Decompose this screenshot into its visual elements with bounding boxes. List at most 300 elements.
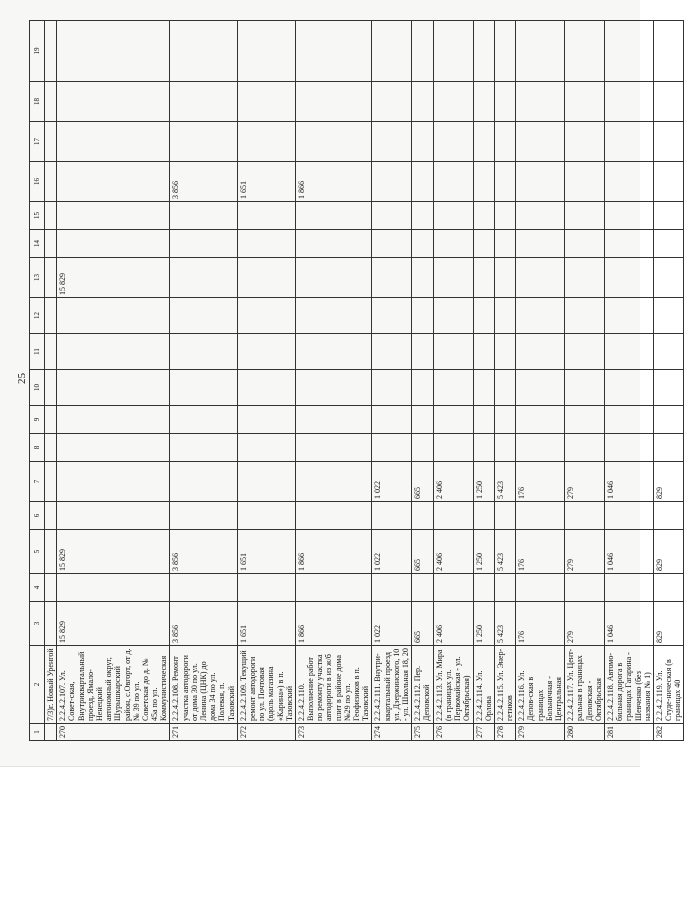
amount-cell xyxy=(516,21,565,82)
amount-cell xyxy=(57,122,170,162)
column-number-14: 14 xyxy=(30,230,45,258)
column-number-16: 16 xyxy=(30,162,45,202)
amount-cell: 1 022 xyxy=(372,602,412,646)
amount-cell xyxy=(45,298,57,334)
column-number-18: 18 xyxy=(30,82,45,122)
amount-cell xyxy=(604,230,653,258)
amount-cell xyxy=(516,122,565,162)
amount-cell xyxy=(604,162,653,202)
amount-cell: 15 829 xyxy=(57,258,170,298)
item-name-cell: 7/3)г. Новый Уренгой xyxy=(45,646,57,724)
amount-cell xyxy=(170,406,237,434)
amount-cell xyxy=(653,21,684,82)
amount-cell xyxy=(565,122,605,162)
amount-cell xyxy=(372,298,412,334)
amount-cell xyxy=(372,258,412,298)
amount-cell xyxy=(372,21,412,82)
column-number-6: 6 xyxy=(30,502,45,530)
table-row xyxy=(433,21,473,741)
amount-cell: 1 866 xyxy=(295,602,372,646)
amount-cell xyxy=(473,230,494,258)
column-number-15: 15 xyxy=(30,202,45,230)
amount-cell xyxy=(412,202,433,230)
amount-cell xyxy=(170,258,237,298)
amount-cell xyxy=(516,162,565,202)
item-name-cell: 2.2.4.2.112. Пер. Деповской xyxy=(412,646,433,724)
amount-cell xyxy=(494,298,515,334)
amount-cell xyxy=(473,406,494,434)
column-number-11: 11 xyxy=(30,334,45,370)
amount-cell xyxy=(433,21,473,82)
amount-cell xyxy=(372,502,412,530)
amount-cell xyxy=(295,502,372,530)
amount-cell xyxy=(494,230,515,258)
table-row xyxy=(57,21,170,741)
amount-cell: 665 xyxy=(412,602,433,646)
amount-cell xyxy=(295,258,372,298)
amount-cell xyxy=(57,82,170,122)
column-number-17: 17 xyxy=(30,122,45,162)
amount-cell xyxy=(473,574,494,602)
amount-cell xyxy=(433,502,473,530)
table-row xyxy=(604,21,653,741)
amount-cell xyxy=(516,258,565,298)
amount-cell xyxy=(412,298,433,334)
amount-cell xyxy=(653,202,684,230)
item-name-cell: 2.2.4.2.116. Ул. Депов-ская в границах Больничная - Центральная xyxy=(516,646,565,724)
amount-cell: 1 250 xyxy=(473,602,494,646)
amount-cell xyxy=(45,602,57,646)
amount-cell xyxy=(295,462,372,502)
amount-cell: 2 406 xyxy=(433,530,473,574)
amount-cell xyxy=(565,502,605,530)
amount-cell xyxy=(57,202,170,230)
amount-cell xyxy=(412,370,433,406)
amount-cell xyxy=(237,21,295,82)
amount-cell xyxy=(473,202,494,230)
item-name-cell: 2.2.4.2.113. Ул. Мира (в границах ул. Первомайская - ул. Октябрьская) xyxy=(433,646,473,724)
amount-cell xyxy=(237,406,295,434)
amount-cell xyxy=(565,334,605,370)
amount-cell xyxy=(170,574,237,602)
amount-cell: 1 046 xyxy=(604,530,653,574)
row-number-cell: 272 xyxy=(237,724,295,741)
amount-cell xyxy=(295,122,372,162)
amount-cell xyxy=(494,21,515,82)
amount-cell xyxy=(295,406,372,434)
amount-cell xyxy=(237,502,295,530)
amount-cell xyxy=(516,574,565,602)
amount-cell xyxy=(372,334,412,370)
amount-cell xyxy=(237,82,295,122)
amount-cell: 2 406 xyxy=(433,462,473,502)
item-name-cell: 2.2.4.2.109. Текущий ремонт автодороги по ул. Почтовая (вдоль магазина «Карина») в п. Тазовский xyxy=(237,646,295,724)
item-name-cell: 2.2.4.2.114. Ул. Орлова xyxy=(473,646,494,724)
row-number-cell: 274 xyxy=(372,724,412,741)
amount-cell xyxy=(170,230,237,258)
amount-cell xyxy=(473,162,494,202)
amount-cell xyxy=(494,82,515,122)
amount-cell xyxy=(494,406,515,434)
amount-cell xyxy=(45,370,57,406)
amount-cell xyxy=(473,434,494,462)
amount-cell: 1 250 xyxy=(473,462,494,502)
amount-cell xyxy=(237,230,295,258)
amount-cell: 3 856 xyxy=(170,162,237,202)
amount-cell xyxy=(433,258,473,298)
amount-cell xyxy=(57,406,170,434)
amount-cell xyxy=(57,502,170,530)
column-number-1: 1 xyxy=(30,724,45,741)
column-number-10: 10 xyxy=(30,370,45,406)
amount-cell xyxy=(604,122,653,162)
amount-cell xyxy=(653,162,684,202)
amount-cell xyxy=(237,370,295,406)
amount-cell xyxy=(295,574,372,602)
amount-cell: 829 xyxy=(653,602,684,646)
column-number-9: 9 xyxy=(30,406,45,434)
amount-cell xyxy=(604,258,653,298)
amount-cell xyxy=(170,298,237,334)
table-row xyxy=(412,21,433,741)
amount-cell xyxy=(516,370,565,406)
amount-cell xyxy=(565,370,605,406)
item-name-cell: 2.2.4.2.119. Ул. Студе-ническая (в границах 40 xyxy=(653,646,684,724)
amount-cell xyxy=(494,434,515,462)
amount-cell xyxy=(412,502,433,530)
table-row xyxy=(516,21,565,741)
amount-cell xyxy=(237,434,295,462)
amount-cell xyxy=(45,21,57,82)
amount-cell xyxy=(565,230,605,258)
column-number-13: 13 xyxy=(30,258,45,298)
amount-cell xyxy=(412,230,433,258)
amount-cell xyxy=(45,162,57,202)
amount-cell xyxy=(57,230,170,258)
amount-cell xyxy=(45,122,57,162)
column-number-8: 8 xyxy=(30,434,45,462)
amount-cell xyxy=(45,462,57,502)
amount-cell xyxy=(653,406,684,434)
row-number-cell: 278 xyxy=(494,724,515,741)
amount-cell xyxy=(412,122,433,162)
amount-cell xyxy=(57,21,170,82)
amount-cell xyxy=(237,298,295,334)
amount-cell xyxy=(45,202,57,230)
amount-cell: 15 829 xyxy=(57,530,170,574)
amount-cell xyxy=(295,82,372,122)
amount-cell xyxy=(473,298,494,334)
amount-cell xyxy=(372,574,412,602)
row-number-cell xyxy=(45,724,57,741)
item-name-cell: 2.2.4.2.111. Внутри-квартальный проезд ул. Дзержинского, 10 - ул. Школьная 18, 20 xyxy=(372,646,412,724)
amount-cell xyxy=(494,370,515,406)
amount-cell: 1 866 xyxy=(295,530,372,574)
amount-cell xyxy=(237,122,295,162)
table-row xyxy=(295,21,372,741)
amount-cell xyxy=(412,434,433,462)
amount-cell xyxy=(170,82,237,122)
amount-cell: 1 651 xyxy=(237,530,295,574)
amount-cell: 665 xyxy=(412,462,433,502)
amount-cell xyxy=(237,202,295,230)
amount-cell: 1 866 xyxy=(295,162,372,202)
amount-cell xyxy=(170,434,237,462)
amount-cell xyxy=(372,370,412,406)
amount-cell xyxy=(494,122,515,162)
amount-cell xyxy=(516,298,565,334)
column-number-3: 3 xyxy=(30,602,45,646)
amount-cell xyxy=(170,334,237,370)
amount-cell: 1 651 xyxy=(237,602,295,646)
amount-cell xyxy=(653,334,684,370)
amount-cell xyxy=(170,462,237,502)
table-row xyxy=(494,21,515,741)
amount-cell xyxy=(45,502,57,530)
amount-cell xyxy=(473,122,494,162)
amount-cell xyxy=(494,202,515,230)
table-row xyxy=(372,21,412,741)
amount-cell: 1 046 xyxy=(604,602,653,646)
amount-cell xyxy=(433,82,473,122)
amount-cell xyxy=(653,230,684,258)
column-number-2: 2 xyxy=(30,646,45,724)
row-number-cell: 275 xyxy=(412,724,433,741)
amount-cell xyxy=(473,82,494,122)
amount-cell xyxy=(516,434,565,462)
amount-cell xyxy=(170,202,237,230)
amount-cell xyxy=(237,462,295,502)
amount-cell xyxy=(653,434,684,462)
row-number-cell: 271 xyxy=(170,724,237,741)
amount-cell xyxy=(237,334,295,370)
row-number-cell: 276 xyxy=(433,724,473,741)
page-number: 25 xyxy=(16,373,28,384)
amount-cell xyxy=(57,298,170,334)
amount-cell xyxy=(170,21,237,82)
amount-cell xyxy=(433,122,473,162)
amount-cell: 3 856 xyxy=(170,602,237,646)
amount-cell xyxy=(412,258,433,298)
amount-cell xyxy=(45,530,57,574)
amount-cell xyxy=(433,406,473,434)
amount-cell xyxy=(433,202,473,230)
amount-cell xyxy=(473,21,494,82)
amount-cell xyxy=(653,82,684,122)
amount-cell xyxy=(45,258,57,298)
amount-cell xyxy=(372,202,412,230)
amount-cell: 829 xyxy=(653,530,684,574)
amount-cell: 665 xyxy=(412,530,433,574)
amount-cell xyxy=(604,434,653,462)
amount-cell: 15 829 xyxy=(57,602,170,646)
amount-cell xyxy=(653,370,684,406)
amount-cell: 279 xyxy=(565,530,605,574)
amount-cell xyxy=(494,162,515,202)
amount-cell xyxy=(516,502,565,530)
amount-cell: 1 046 xyxy=(604,462,653,502)
amount-cell xyxy=(57,370,170,406)
amount-cell xyxy=(45,230,57,258)
item-name-cell: 2.2.4.2.118. Автомо-бильная дорога в границах Гагарина - Шевченко (без названия № 1) xyxy=(604,646,653,724)
amount-cell xyxy=(45,82,57,122)
amount-cell xyxy=(372,122,412,162)
amount-cell xyxy=(372,230,412,258)
amount-cell xyxy=(604,370,653,406)
amount-cell xyxy=(494,574,515,602)
amount-cell xyxy=(372,406,412,434)
amount-cell xyxy=(170,370,237,406)
amount-cell xyxy=(433,370,473,406)
amount-cell xyxy=(45,406,57,434)
amount-cell: 829 xyxy=(653,462,684,502)
amount-cell xyxy=(237,258,295,298)
amount-cell xyxy=(295,298,372,334)
amount-cell xyxy=(45,434,57,462)
row-number-cell: 270 xyxy=(57,724,170,741)
amount-cell xyxy=(653,298,684,334)
amount-cell xyxy=(295,21,372,82)
item-name-cell: 2.2.4.2.108. Ремонт участка автодороги от дома 30 по ул. Ленина (ЦНК) до дома 34 по ул. Полевая, п. Тазовский xyxy=(170,646,237,724)
amount-cell xyxy=(372,82,412,122)
amount-cell xyxy=(295,230,372,258)
amount-cell xyxy=(516,406,565,434)
amount-cell xyxy=(473,370,494,406)
table-row xyxy=(473,21,494,741)
amount-cell: 176 xyxy=(516,602,565,646)
amount-cell: 1 250 xyxy=(473,530,494,574)
amount-cell xyxy=(653,502,684,530)
amount-cell xyxy=(604,406,653,434)
amount-cell xyxy=(295,370,372,406)
amount-cell: 279 xyxy=(565,462,605,502)
column-number-12: 12 xyxy=(30,298,45,334)
amount-cell xyxy=(412,574,433,602)
data-table xyxy=(29,20,684,741)
rotated-table-area xyxy=(29,21,683,741)
amount-cell xyxy=(372,434,412,462)
amount-cell xyxy=(565,162,605,202)
amount-cell xyxy=(653,574,684,602)
amount-cell: 176 xyxy=(516,530,565,574)
amount-cell xyxy=(494,334,515,370)
table-row xyxy=(237,21,295,741)
amount-cell xyxy=(170,502,237,530)
amount-cell xyxy=(57,462,170,502)
amount-cell xyxy=(57,162,170,202)
amount-cell xyxy=(433,574,473,602)
amount-cell: 5 423 xyxy=(494,530,515,574)
amount-cell xyxy=(45,334,57,370)
amount-cell xyxy=(45,574,57,602)
item-name-cell: 2.2.4.2.115. Ул. Энер-гетиков xyxy=(494,646,515,724)
amount-cell xyxy=(433,230,473,258)
amount-cell xyxy=(57,434,170,462)
amount-cell: 5 423 xyxy=(494,602,515,646)
amount-cell xyxy=(295,434,372,462)
table-header-row xyxy=(30,21,45,741)
amount-cell: 176 xyxy=(516,462,565,502)
amount-cell xyxy=(604,298,653,334)
amount-cell xyxy=(653,122,684,162)
item-name-cell: 2.2.4.2.117. Ул. Цент-ральная в границах Деповская - Октябрьская xyxy=(565,646,605,724)
amount-cell xyxy=(372,162,412,202)
row-number-cell: 281 xyxy=(604,724,653,741)
amount-cell xyxy=(516,202,565,230)
amount-cell xyxy=(604,334,653,370)
row-number-cell: 282 xyxy=(653,724,684,741)
row-number-cell: 279 xyxy=(516,724,565,741)
amount-cell xyxy=(516,334,565,370)
amount-cell xyxy=(237,574,295,602)
amount-cell xyxy=(565,574,605,602)
column-number-4: 4 xyxy=(30,574,45,602)
amount-cell xyxy=(565,434,605,462)
column-number-19: 19 xyxy=(30,21,45,82)
amount-cell: 1 651 xyxy=(237,162,295,202)
amount-cell xyxy=(565,298,605,334)
amount-cell xyxy=(604,502,653,530)
column-number-5: 5 xyxy=(30,530,45,574)
amount-cell xyxy=(473,334,494,370)
amount-cell xyxy=(295,334,372,370)
amount-cell xyxy=(473,258,494,298)
amount-cell xyxy=(433,162,473,202)
amount-cell xyxy=(516,82,565,122)
amount-cell xyxy=(565,406,605,434)
amount-cell xyxy=(565,258,605,298)
amount-cell: 5 423 xyxy=(494,462,515,502)
column-number-7: 7 xyxy=(30,462,45,502)
amount-cell xyxy=(433,334,473,370)
amount-cell xyxy=(604,202,653,230)
table-row xyxy=(565,21,605,741)
amount-cell xyxy=(412,334,433,370)
amount-cell xyxy=(57,574,170,602)
amount-cell xyxy=(565,21,605,82)
amount-cell xyxy=(565,202,605,230)
amount-cell xyxy=(604,82,653,122)
item-name-cell: 2.2.4.2.110. Выполнение работ по ремонту участка автодороги в из ж/б плит в районе дома №29 по ул. Геофизиков в п. Тазовский xyxy=(295,646,372,724)
amount-cell: 3 856 xyxy=(170,530,237,574)
amount-cell xyxy=(604,574,653,602)
amount-cell: 1 022 xyxy=(372,530,412,574)
amount-cell: 2 406 xyxy=(433,602,473,646)
amount-cell: 1 022 xyxy=(372,462,412,502)
amount-cell xyxy=(170,122,237,162)
amount-cell xyxy=(516,230,565,258)
amount-cell xyxy=(494,258,515,298)
table-row xyxy=(45,21,57,741)
row-number-cell: 277 xyxy=(473,724,494,741)
amount-cell xyxy=(295,202,372,230)
amount-cell xyxy=(604,21,653,82)
amount-cell xyxy=(412,406,433,434)
amount-cell xyxy=(57,334,170,370)
amount-cell xyxy=(565,82,605,122)
table-row xyxy=(170,21,237,741)
row-number-cell: 280 xyxy=(565,724,605,741)
table-row xyxy=(653,21,684,741)
amount-cell xyxy=(494,502,515,530)
amount-cell: 279 xyxy=(565,602,605,646)
amount-cell xyxy=(433,434,473,462)
amount-cell xyxy=(653,258,684,298)
amount-cell xyxy=(473,502,494,530)
amount-cell xyxy=(412,21,433,82)
item-name-cell: 2.2.4.2.107. Ул. Совет-ская, Внутриквартальный проезд, Ямало-Ненецкий автономный округ, Шурышкарский район, с.Овгорт, от д. № 39 по ул. Советская до д. № 45а по ул. Коммунистическая xyxy=(57,646,170,724)
amount-cell xyxy=(412,82,433,122)
